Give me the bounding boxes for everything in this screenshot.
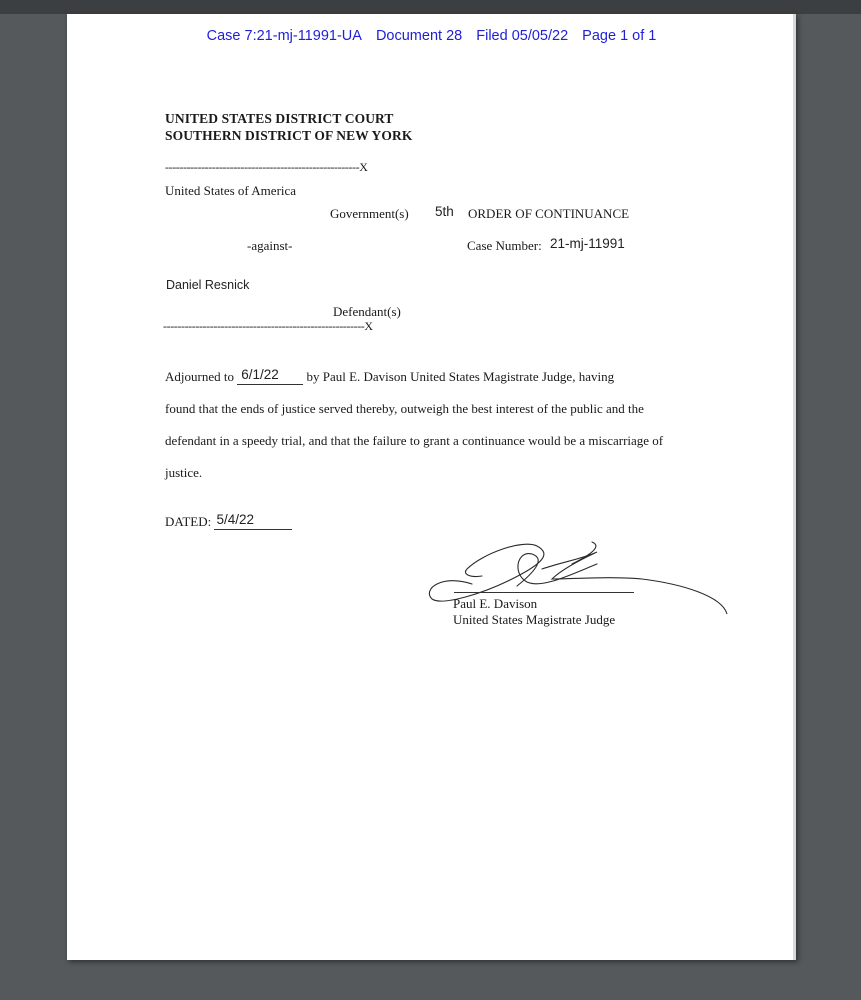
case-number-label: Case Number:: [467, 238, 542, 253]
filing-header: [67, 28, 796, 44]
page-edge: [793, 14, 796, 960]
caption-top-rule: ------------------------------------------------------X: [165, 160, 368, 174]
header-page: Page 1 of 1: [582, 28, 657, 44]
adjourned-prefix: Adjourned to: [165, 369, 234, 384]
adjourned-date: 6/1/22: [241, 367, 279, 382]
case-number-value: 21-mj-11991: [550, 236, 625, 251]
signature-line: [454, 592, 634, 593]
header-document: Document 28: [375, 28, 463, 44]
header-filed: Filed 05/05/22: [476, 28, 569, 44]
dated-value: 5/4/22: [216, 512, 255, 527]
defendant-name: Daniel Resnick: [166, 278, 250, 292]
court-name-line1: UNITED STATES DISTRICT COURT: [165, 111, 394, 126]
adjourned-date-field: [237, 367, 303, 385]
order-line-2: found that the ends of justice served thereby, outweigh the best interest of the public and the: [165, 401, 644, 416]
document-page: [67, 14, 796, 960]
dated-label: DATED:: [165, 514, 212, 529]
judge-name: Paul E. Davison: [453, 596, 538, 611]
dated-field: [214, 512, 292, 530]
order-line-1-rest: by Paul E. Davison United States Magistrate Judge, having: [306, 369, 615, 384]
caption-bottom-rule: --------------------------------------------------------X: [163, 319, 373, 333]
dated-line: [165, 514, 292, 530]
court-name-line2: SOUTHERN DISTRICT OF NEW YORK: [165, 128, 413, 143]
header-case: Case 7:21-mj-11991-UA: [206, 28, 362, 44]
defendant-label: Defendant(s): [333, 304, 401, 319]
order-title: ORDER OF CONTINUANCE: [468, 206, 630, 221]
order-line-3: defendant in a speedy trial, and that the failure to grant a continuance would be a miscarriage of: [165, 433, 664, 448]
order-line-1: [165, 369, 614, 385]
viewer-toolbar: [0, 0, 861, 14]
government-label: Government(s): [330, 206, 409, 221]
judge-title: United States Magistrate Judge: [453, 612, 616, 627]
continuance-count: 5th: [435, 204, 454, 219]
against-label: -against-: [247, 238, 293, 253]
plaintiff-name: United States of America: [165, 183, 297, 198]
order-line-4: justice.: [165, 465, 203, 480]
